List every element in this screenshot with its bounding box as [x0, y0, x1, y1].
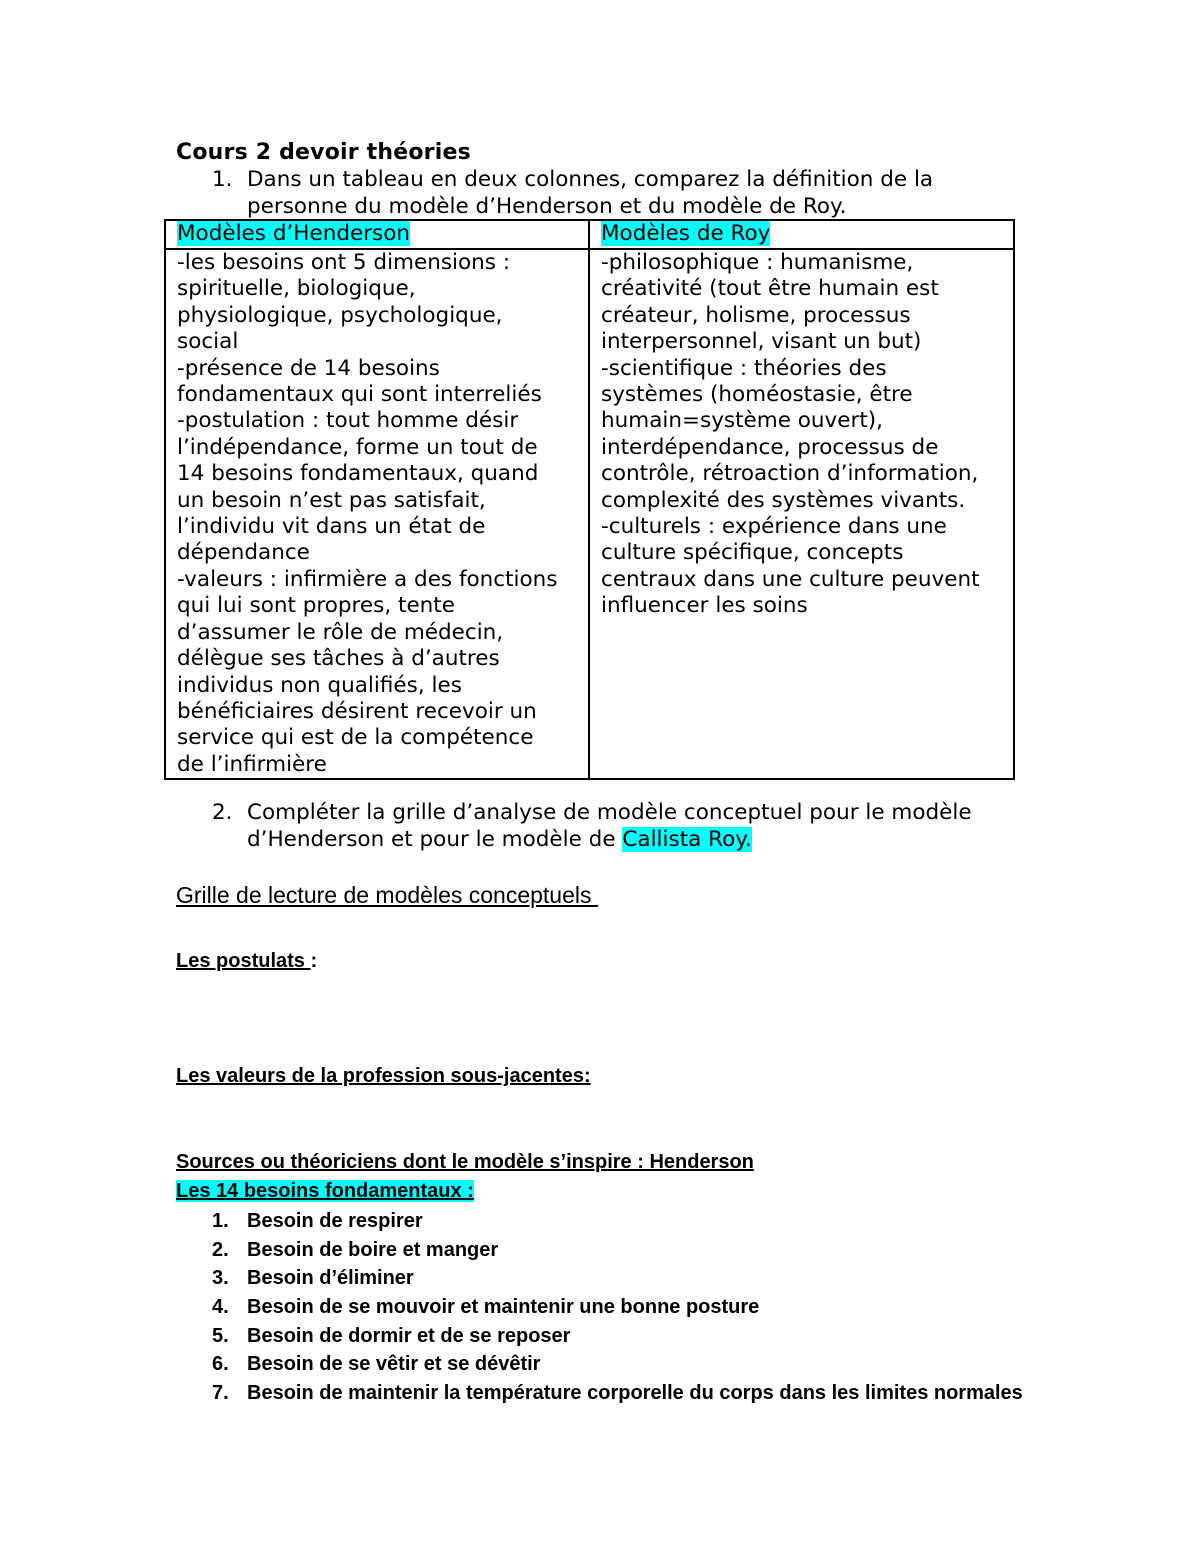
table-cell-line: -scientifique : théories des: [601, 355, 887, 381]
postulats-colon: :: [310, 950, 318, 972]
table-cell-line: centraux dans une culture peuvent: [601, 566, 980, 592]
table-cell-line: -culturels : expérience dans une: [601, 514, 947, 540]
table-cell-line: de l’infirmière: [177, 751, 327, 777]
list-item-number: 7.: [212, 1382, 229, 1405]
question-2-line: Compléter la grille d’analyse de modèle conceptuel pour le modèle: [247, 800, 972, 825]
table-cell-line: d’assumer le rôle de médecin,: [177, 619, 504, 645]
henderson-cell: [165, 249, 589, 779]
table-cell-line: bénéficiaires désirent recevoir un: [177, 698, 537, 724]
list-item-text: Besoin de respirer: [247, 1210, 423, 1232]
table-cell-line: interpersonnel, visant un but): [601, 329, 922, 355]
table-cell-line: physiologique, psychologique,: [177, 302, 503, 328]
besoins-heading: [176, 1180, 474, 1203]
list-item-text: Besoin de dormir et de se reposer: [247, 1324, 571, 1347]
table-cell-line: service qui est de la compétence: [177, 725, 534, 751]
comparison-table: [164, 219, 1015, 780]
list-item-number: 3.: [212, 1267, 229, 1290]
table-cell-line: -postulation : tout homme désir: [177, 408, 519, 434]
grille-heading: Grille de lecture de modèles conceptuels: [176, 882, 598, 908]
header-roy-label: Modèles de Roy: [601, 221, 771, 246]
header-roy: [589, 220, 1014, 249]
besoins-heading-label: Les 14 besoins fondamentaux :: [176, 1180, 474, 1202]
table-cell-line: culture spécifique, concepts: [601, 540, 904, 566]
list-item-number: 5.: [212, 1324, 229, 1347]
table-cell-line: -philosophique : humanisme,: [601, 250, 914, 275]
table-cell-line: l’indépendance, forme un tout de: [177, 434, 538, 460]
table-cell-line: l’individu vit dans un état de: [177, 514, 486, 540]
table-cell-line: individus non qualifiés, les: [177, 672, 462, 698]
list-item-text: Besoin de boire et manger: [247, 1238, 499, 1261]
list-item-text: Besoin de se mouvoir et maintenir une bonne posture: [247, 1296, 760, 1319]
table-cell-line: -présence de 14 besoins: [177, 355, 440, 381]
postulats-heading: Les postulats: [176, 950, 311, 972]
question-2-line: [247, 827, 1037, 854]
table-cell-line: fondamentaux qui sont interreliés: [177, 382, 542, 408]
table-cell-line: créativité (tout être humain est: [601, 276, 939, 302]
table-cell-line: influencer les soins: [601, 593, 808, 619]
valeurs-heading: Les valeurs de la profession sous-jacentes:: [176, 1065, 591, 1087]
postulats-heading-wrap: [176, 950, 317, 973]
table-cell-line: 14 besoins fondamentaux, quand: [177, 461, 539, 487]
table-row: [165, 249, 1014, 779]
table-cell-line: complexité des systèmes vivants.: [601, 487, 966, 513]
question-2-prefix: d’Henderson et pour le modèle de: [247, 826, 623, 852]
table-cell-line: social: [177, 329, 239, 355]
callista-roy-highlight: Callista Roy.: [622, 826, 752, 852]
list-item-text: Besoin d’éliminer: [247, 1267, 414, 1290]
document-title: Cours 2 devoir théories: [176, 140, 471, 165]
table-cell-line: qui lui sont propres, tente: [177, 593, 455, 619]
table-cell-line: délègue ses tâches à d’autres: [177, 646, 500, 672]
question-1-number: 1.: [212, 167, 233, 192]
sources-heading: Sources ou théoriciens dont le modèle s’inspire : Henderson: [176, 1151, 754, 1173]
question-2-text: [247, 800, 1037, 853]
header-henderson: [165, 220, 589, 249]
list-item-number: 6.: [212, 1353, 229, 1376]
table-cell-line: spirituelle, biologique,: [177, 276, 416, 302]
list-item-text: Besoin de maintenir la température corporelle du corps dans les limites normales: [247, 1382, 1023, 1405]
table-cell-line: humain=système ouvert),: [601, 408, 883, 434]
table-header-row: [165, 220, 1014, 249]
table-cell-line: un besoin n’est pas satisfait,: [177, 487, 486, 513]
header-henderson-label: Modèles d’Henderson: [177, 221, 411, 246]
roy-cell: [589, 249, 1014, 779]
table-cell-line: contrôle, rétroaction d’information,: [601, 461, 979, 487]
table-cell-line: dépendance: [177, 540, 310, 566]
table-cell-line: créateur, holisme, processus: [601, 302, 911, 328]
question-1-text: [247, 167, 1037, 220]
list-item-number: 4.: [212, 1296, 229, 1319]
question-1-line: personne du modèle d’Henderson et du modèle de Roy.: [247, 193, 847, 219]
question-1-line: Dans un tableau en deux colonnes, comparez la définition de la: [247, 167, 934, 192]
table-cell-line: interdépendance, processus de: [601, 434, 939, 460]
table-cell-line: systèmes (homéostasie, être: [601, 382, 913, 408]
question-2-number: 2.: [212, 800, 233, 825]
table-cell-line: -valeurs : infirmière a des fonctions: [177, 566, 558, 592]
list-item-text: Besoin de se vêtir et se dévêtir: [247, 1353, 541, 1376]
list-item-number: 2.: [212, 1238, 229, 1261]
table-cell-line: -les besoins ont 5 dimensions :: [177, 250, 511, 275]
list-item-number: 1.: [212, 1210, 229, 1232]
